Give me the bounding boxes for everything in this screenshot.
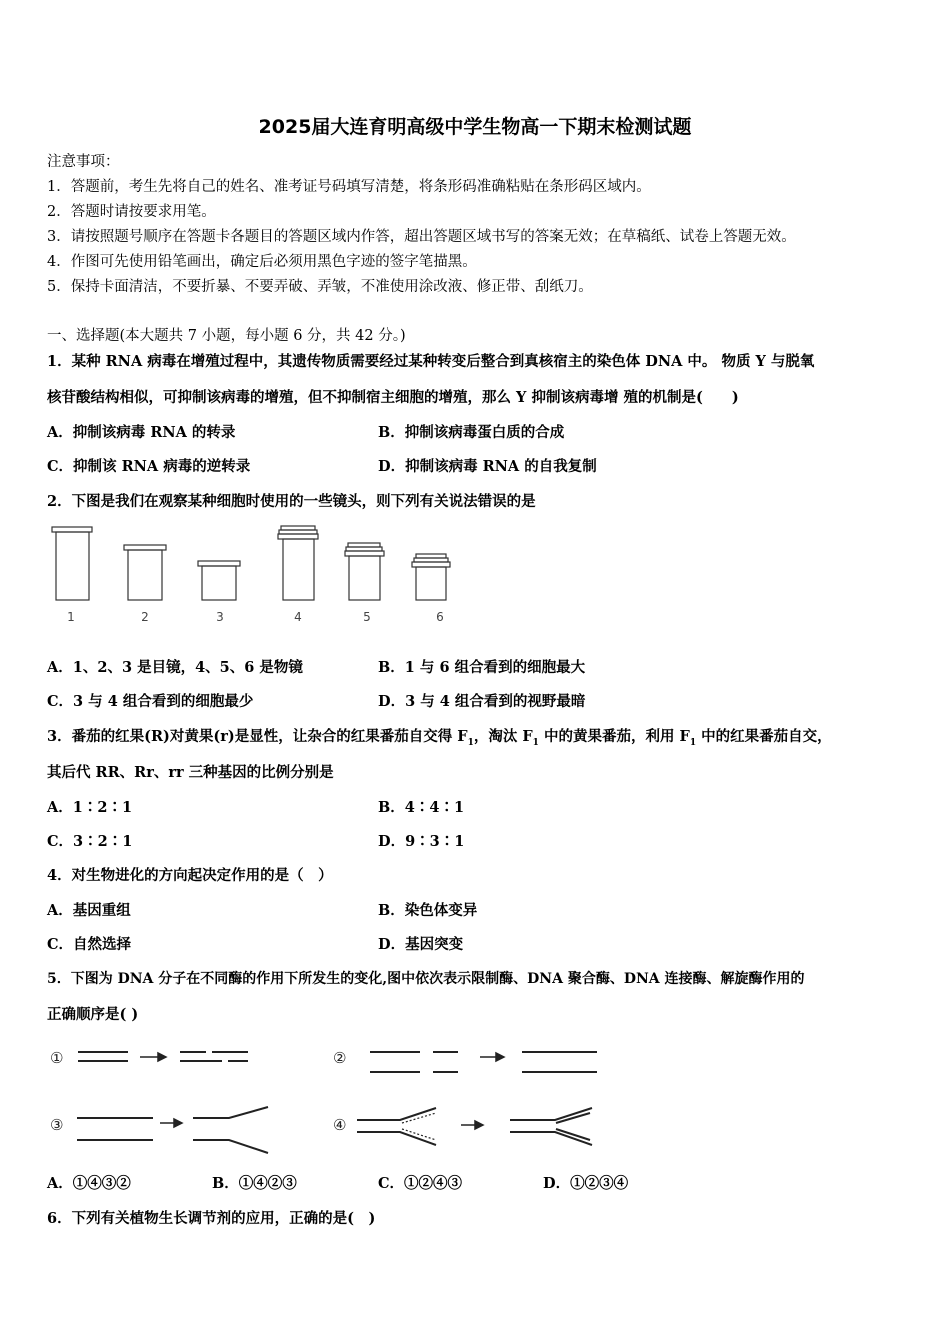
lens-label-1: 1 xyxy=(67,610,75,624)
notice-item-2: 2．答题时请按要求用笔。 xyxy=(47,204,216,220)
lens-2-body xyxy=(128,550,162,600)
q5-option-b[interactable]: B．①④②③ xyxy=(212,1175,297,1192)
page-title: 2025届大连育明高级中学生物高一下期末检测试题 xyxy=(258,116,692,138)
q1-option-d[interactable]: D．抑制该病毒 RNA 的自我复制 xyxy=(378,458,597,475)
notice-item-1: 1．答题前，考生先将自己的姓名、准考证号码填写清楚，将条形码准确粘贴在条形码区域内。 xyxy=(47,179,651,195)
notice-heading: 注意事项： xyxy=(47,154,120,170)
lens-label-2: 2 xyxy=(141,610,149,624)
q2-option-c[interactable]: C．3 与 4 组合看到的细胞最少 xyxy=(47,693,254,710)
arrow-1-head xyxy=(158,1053,166,1061)
lens-1-body xyxy=(56,532,89,600)
dna3-unwound-bottom xyxy=(193,1140,268,1153)
q3-option-d[interactable]: D．9∶3∶1 xyxy=(378,833,465,850)
arrow-2-head xyxy=(496,1053,504,1061)
arrow-4-head xyxy=(475,1121,483,1129)
lens-5-cap xyxy=(345,551,384,556)
notice-item-4: 4．作图可先使用铅笔画出，确定后必须用黑色字迹的签字笔描黑。 xyxy=(47,254,477,270)
q3-stem-line1: 3．番茄的红果(R)对黄果(r)是显性，让杂合的红果番茄自交得 $F_1$，淘汰 $F_1$ 中的黄果番茄，利用 $F_1$ 中的红果番茄自交， xyxy=(47,728,832,748)
q5-stem-line1: 5．下图为 DNA 分子在不同酶的作用下所发生的变化,图中依次表示限制酶、DNA 聚合酶、DNA 连接酶、解旋酶作用的 xyxy=(47,971,805,987)
q4-option-d[interactable]: D．基因突变 xyxy=(378,936,464,953)
lens-2-cap xyxy=(124,545,166,550)
q2-option-d[interactable]: D．3 与 4 组合看到的视野最暗 xyxy=(378,693,586,710)
lens-4-body xyxy=(283,539,314,600)
q1-option-a[interactable]: A．抑制该病毒 RNA 的转录 xyxy=(47,424,236,441)
dna3-unwound-top xyxy=(193,1107,268,1118)
q3-stem-line2: 其后代 RR、Rr、rr 三种基因的比例分别是 xyxy=(47,764,334,781)
dna4-fork-top xyxy=(357,1108,436,1120)
q4-option-b[interactable]: B．染色体变异 xyxy=(378,902,478,919)
dna4-fork-bottom xyxy=(357,1132,436,1145)
dna-label-3: ③ xyxy=(50,1116,64,1134)
q1-stem-line2: 核苷酸结构相似，可抑制该病毒的增殖，但不抑制宿主细胞的增殖，那么 Y 抑制该病毒增 殖的机制是( ) xyxy=(47,389,739,406)
dna-label-1: ① xyxy=(50,1049,64,1067)
lens-6-body xyxy=(416,567,446,600)
lens-label-6: 6 xyxy=(436,610,444,624)
lens-label-5: 5 xyxy=(363,610,371,624)
q5-option-c[interactable]: C．①②④③ xyxy=(378,1175,463,1192)
q1-option-b[interactable]: B．抑制该病毒蛋白质的合成 xyxy=(378,424,565,441)
q4-option-c[interactable]: C．自然选择 xyxy=(47,936,132,953)
dna4-result-top xyxy=(510,1108,592,1120)
q4-stem: 4．对生物进化的方向起决定作用的是（ ） xyxy=(47,867,333,884)
q3-option-b[interactable]: B．4∶4∶1 xyxy=(378,799,465,816)
lens-4-cap xyxy=(278,534,318,539)
q2-stem: 2．下图是我们在观察某种细胞时使用的一些镜头，则下列有关说法错误的是 xyxy=(47,493,536,510)
q5-stem-line2: 正确顺序是( ) xyxy=(47,1006,139,1023)
q1-stem-line1: 1．某种 RNA 病毒在增殖过程中，其遗传物质需要经过某种转变后整合到真核宿主的染色体 DNA 中。 物质 Y 与脱氧 xyxy=(47,353,815,370)
notice-item-5: 5．保持卡面清洁，不要折暴、不要弄破、弄皱，不准使用涂改液、修正带、刮纸刀。 xyxy=(47,279,593,295)
q2-option-a[interactable]: A．1、2、3 是目镜，4、5、6 是物镜 xyxy=(47,659,303,676)
notice-item-3: 3．请按照题号顺序在答题卡各题目的答题区域内作答，超出答题区域书写的答案无效；在草稿纸、试卷上答题无效。 xyxy=(47,229,796,245)
dna4-result-bottom xyxy=(510,1132,592,1145)
lens-5-body xyxy=(349,556,380,600)
q3-option-c[interactable]: C．3∶2∶1 xyxy=(47,833,133,850)
lens-1-cap xyxy=(52,527,92,532)
q1-option-c[interactable]: C．抑制该 RNA 病毒的逆转录 xyxy=(47,458,251,475)
q3-option-a[interactable]: A．1∶2∶1 xyxy=(47,799,133,816)
lens-3-body xyxy=(202,566,236,600)
q2-option-b[interactable]: B．1 与 6 组合看到的细胞最大 xyxy=(378,659,586,676)
lens-label-4: 4 xyxy=(294,610,302,624)
lens-3-cap xyxy=(198,561,240,566)
arrow-3-head xyxy=(174,1119,182,1127)
lens-6-cap xyxy=(412,562,450,567)
q5-option-a[interactable]: A．①④③② xyxy=(47,1175,131,1192)
q5-option-d[interactable]: D．①②③④ xyxy=(543,1175,629,1192)
section-heading: 一、选择题(本大题共 7 小题，每小题 6 分，共 42 分。) xyxy=(47,328,406,344)
lens-label-3: 3 xyxy=(216,610,224,624)
q4-option-a[interactable]: A．基因重组 xyxy=(47,902,131,919)
q6-stem: 6．下列有关植物生长调节剂的应用，正确的是( ) xyxy=(47,1210,376,1227)
dna-label-2: ② xyxy=(333,1049,347,1067)
dna-label-4: ④ xyxy=(333,1116,347,1134)
